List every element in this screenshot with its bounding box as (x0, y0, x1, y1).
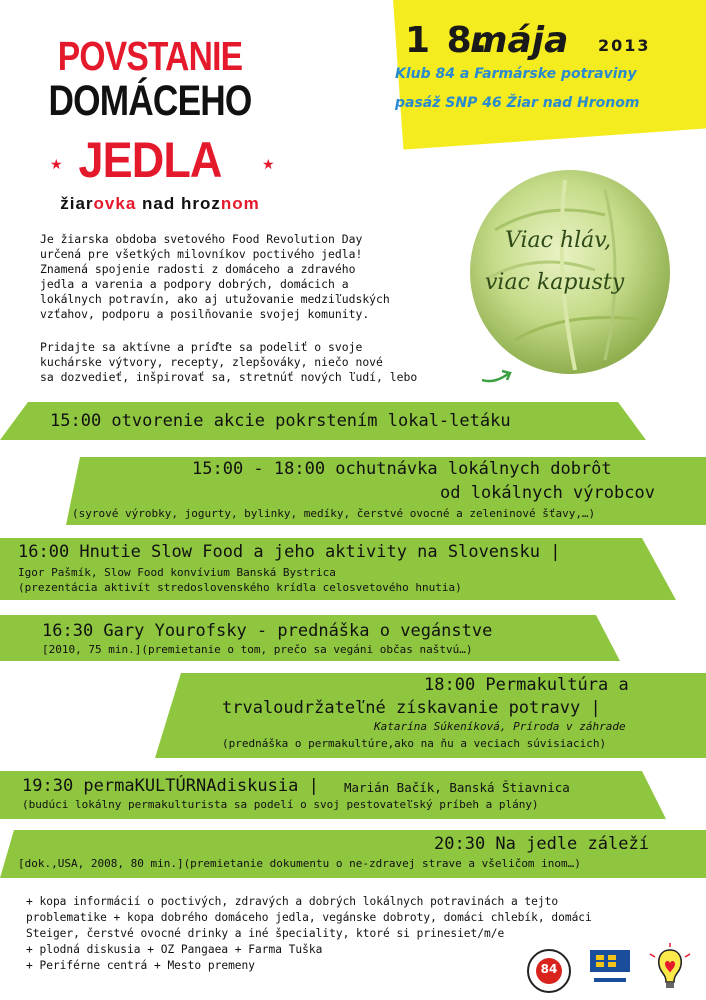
date-year: 2013 (598, 36, 651, 55)
program-title: 15:00 - 18:00 ochutnávka lokálnych dobrôt (192, 459, 612, 479)
program-speaker: Igor Pašmík, Slow Food konvívium Banská Bystrica (18, 566, 336, 579)
date-month: mája (470, 20, 569, 61)
footer-line: + plodná diskusia + OZ Pangaea + Farma Tuška (26, 943, 323, 956)
subtitle (40, 194, 280, 214)
ziar-logo (586, 946, 634, 994)
star-icon: ★ (50, 157, 63, 173)
subtitle-part: hroz (180, 194, 221, 213)
program-title: trvaloudržateľné získavanie potravy | (222, 698, 601, 718)
date-day: 1 8. (405, 20, 490, 61)
program-title: 16:00 Hnutie Slow Food a jeho aktivity na Slovensku | (18, 542, 561, 562)
program-note: [2010, 75 min.](premietanie o tom, prečo sa vegáni občas naštvú…) (42, 643, 473, 656)
footer-line: + kopa informácií o poctivých, zdravých a dobrých lokálnych potravinách a tejto (26, 895, 559, 908)
footer-line: + Periférne centrá + Mesto premeny (26, 959, 256, 972)
subtitle-part: ovka (93, 194, 137, 213)
title-line-2: DOMÁCEHO (48, 77, 252, 125)
program-speaker: Katarína Súkeníková, Príroda v záhrade (374, 720, 626, 733)
subtitle-part: žiar (60, 194, 94, 213)
program-speaker: Marián Bačík, Banská Štiavnica (344, 780, 570, 795)
venue-line-1: Klub 84 a Farmárske potraviny (395, 66, 637, 82)
subtitle-part: nad (142, 194, 176, 213)
footer-line: problematike + kopa dobrého domáceho jedla, vegánske dobroty, domáci chlebík, domáci (26, 911, 592, 924)
program-note: (prednáška o permakultúre,ako na ňu a veciach súvisiacich) (222, 737, 607, 750)
program-title: 19:30 permaKULTÚRNAdiskusia | (22, 776, 319, 796)
slogan-line-2: viac kapusty (485, 270, 625, 295)
footer-line: Steiger, čerstvé ovocné drinky a iné špeciality, ktoré si prinesiet/m/e (26, 927, 505, 940)
venue-line-2: pasáž SNP 46 Žiar nad Hronom (395, 95, 640, 111)
program-title: 18:00 Permakultúra a (424, 675, 629, 695)
title-line-3: JEDLA (78, 132, 222, 188)
subtitle-part: nom (220, 194, 260, 213)
program-title: 15:00 otvorenie akcie pokrstením lokal-letáku (50, 411, 511, 431)
program-note: [dok.,USA, 2008, 80 min.](premietanie dokumentu o ne-zdravej strave a všeličom inom…) (18, 857, 581, 870)
club-84-number: 84 (540, 962, 558, 976)
slogan-line-1: Viac hláv, (505, 228, 612, 253)
program-note: (budúci lokálny permakulturista sa podelí o svoj pestovateľský príbeh a plány) (22, 798, 539, 811)
program-title: 20:30 Na jedle záleží (434, 834, 649, 854)
star-icon: ★ (262, 157, 275, 173)
program-title: 16:30 Gary Yourofsky - prednáška o vegánstve (42, 621, 493, 641)
title-line-1: POVSTANIE (57, 33, 243, 79)
program-note: (prezentácia aktivít stredoslovenského krídla celosvetového hnutia) (18, 581, 462, 594)
program-note: (syrové výrobky, jogurty, bylinky, medíky, čerstvé ovocné a zeleninové šťavy,…) (72, 507, 596, 520)
lightbulb-logo (644, 942, 696, 996)
intro-paragraph-1: Je žiarska obdoba svetového Food Revolution Day určená pre všetkých milovníkov poctivého jedla! Znamená spojenie radosti z domáceho a zdravého jedla a varenia a podpory dobrých, domácich a lokálnych potravín, ako aj utužovanie medziľudských vzťahov, podporu a posilňovanie svojej komunity. (40, 232, 390, 321)
intro-paragraph-2: Pridajte sa aktívne a príďte sa podeliť o svoje kuchárske výtvory, recepty, zlepšováky, niečo nové sa dozvedieť, inšpirovať sa, stretnúť nových ľudí, lebo (40, 340, 418, 384)
program-title: od lokálnych výrobcov (440, 483, 655, 503)
